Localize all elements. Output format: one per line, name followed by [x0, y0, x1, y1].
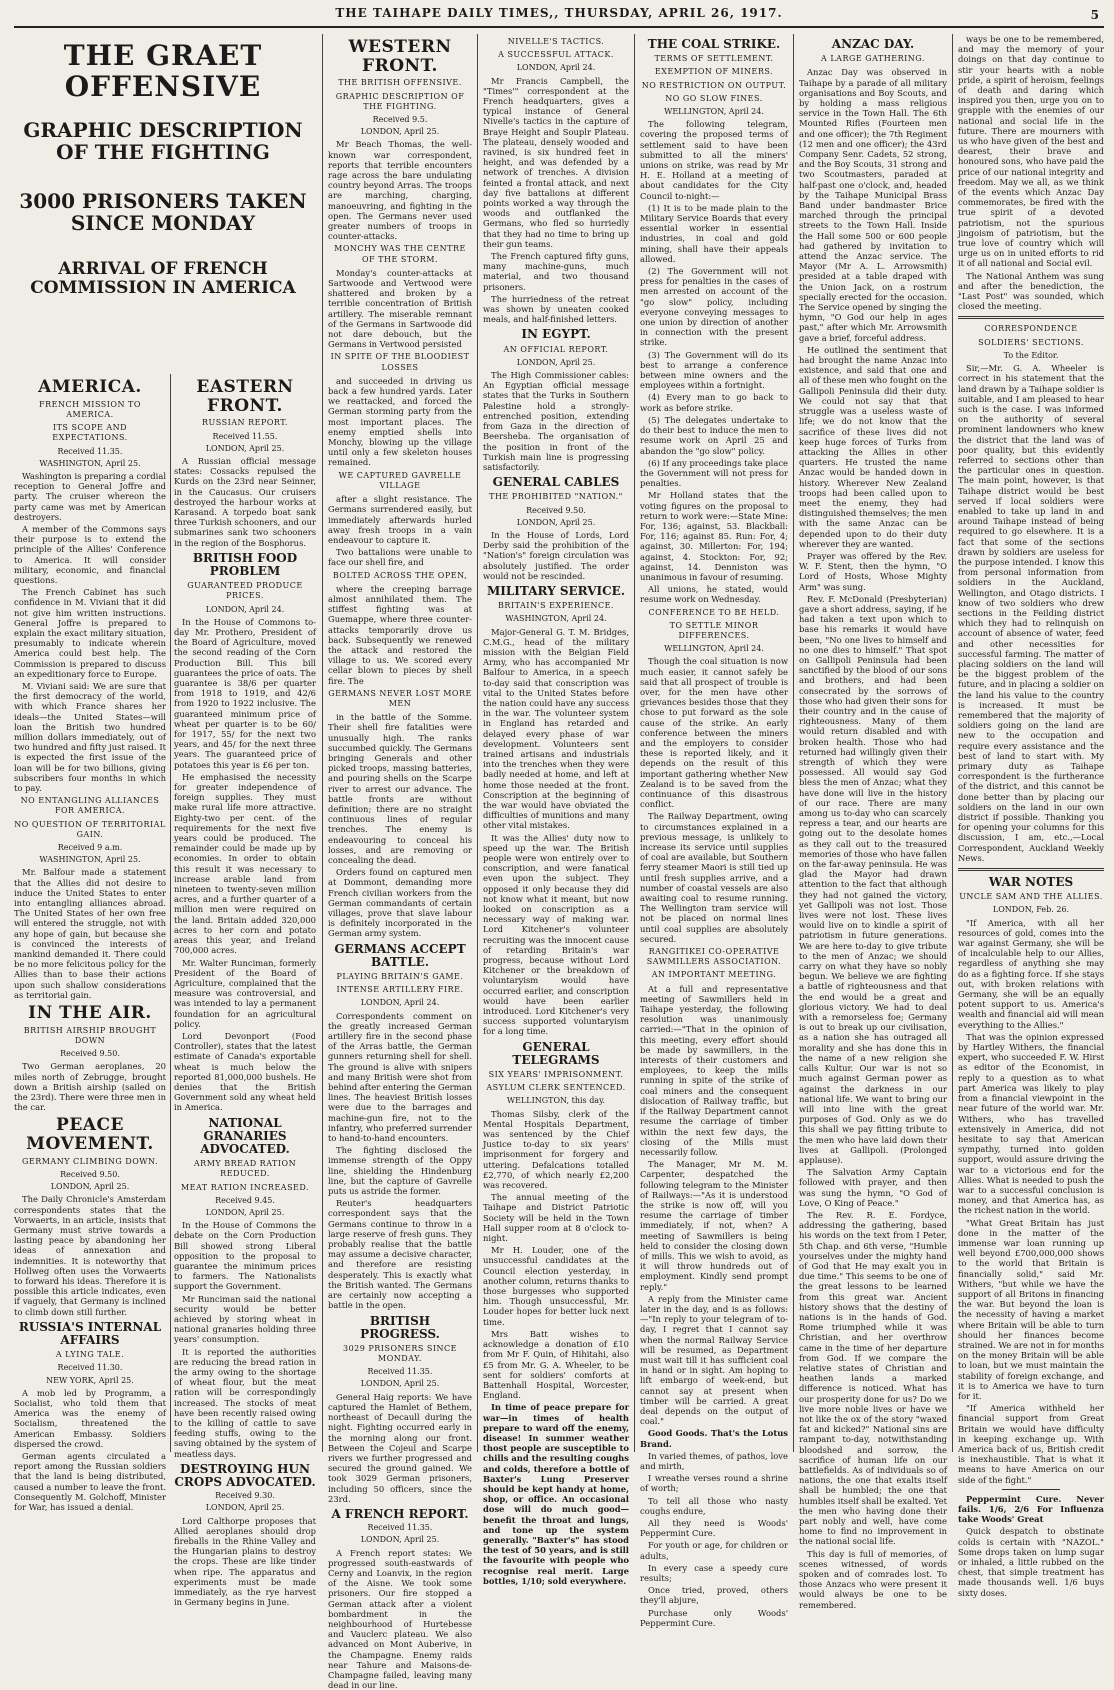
column-rule [952, 34, 953, 1452]
article-paragraph: Thomas Silsby, clerk of the Mental Hospitals Department, was sentenced by the Chief Justice to-day to six years' imprisonment for forgery and uttering. Defalcations totalled £2,770, of which nearly £2,200 was recovered. [483, 1108, 629, 1191]
received-line: Received 9.5. [372, 114, 428, 124]
column-rule [634, 34, 635, 1452]
article-heading: NATIONAL GRANARIES ADVOCATED. [200, 1115, 290, 1156]
article-heading: ANZAC DAY. [831, 37, 915, 51]
article-paragraph: He outlined the sentiment that had brought the name Anzac into existence, and said that one and all of these men who fought on the Gallipoli Peninsula did their duty. We could not say that that struggle was a useless waste of life; we do not know that the sacrifice of these lives did not keep huge forces of Turks from attacking the Allies in other quarters. He trusted the name Anzac would be handed down in history. Wherever New Zealand troops had been called upon to meet the enemy, they had distinguished themselves; the men with the same Anzac can be depended upon to do their duty wherever they are wanted. [799, 344, 947, 549]
dateline: LONDON, April 25. [516, 517, 596, 527]
dateline: LONDON, April 24. [360, 998, 440, 1008]
article-heading: BRITISH PROGRESS. [360, 1313, 440, 1341]
article-subheading: GERMANS NEVER LOST MORE MEN [328, 688, 472, 708]
article-heading: NIVELLE'S TACTICS. [507, 37, 605, 46]
article-heading: GENERAL CABLES [492, 475, 620, 490]
headline-deck-2: 3000 PRISONERS TAKEN SINCE MONDAY [19, 188, 307, 235]
dateline: LONDON, April 25. [360, 1535, 440, 1545]
article-paragraph: "If America withheld her financial support from Great Britain we would have difficulty in keeping exchange up. With America back of us, British credit is inexhaustible. That is what it means to have America on our side of the fight." [958, 1403, 1104, 1485]
article-subheading: AN OFFICIAL REPORT. [503, 344, 609, 354]
article-heading: A FRENCH REPORT. [331, 1506, 469, 1521]
article-subheading: GERMANY CLIMBING DOWN. [21, 1156, 159, 1166]
dateline: WELLINGTON, April 24. [664, 107, 764, 116]
article-heading: AMERICA. [38, 377, 142, 397]
article-heading: GENERAL TELEGRAMS [512, 1039, 600, 1067]
article-paragraph: Washington is preparing a cordial reception to General Joffre and party. The cruiser whereon the party came was met by American destroyers. [14, 470, 166, 522]
article-subheading: TO SETTLE MINOR DIFFERENCES. [669, 620, 759, 640]
article-paragraph: He emphasised the necessity for greater independence of foreign supplies. They must make rural life more attractive. Eighty-two per cent. of the requirements for the next five years could be produced. The remainder could be made up by economies. In order to obtain this result it was necessary to increase arable land from nineteen to twenty-seven million acres, and a further quarter of a million men were required on the land. Britain added 320,000 acres to her corn and potato areas this year, and Ireland 700,000 acres. [174, 771, 316, 956]
received-line: Received 11.55. [212, 431, 278, 441]
article-paragraph: The hurriedness of the retreat was shown by uneaten cooked meals, and half-finished letters. [483, 293, 629, 325]
article-subheading: TERMS OF SETTLEMENT. [654, 54, 774, 64]
verse-line: I wreathe verses round a shrine of worth; [640, 1473, 788, 1494]
article-paragraph: A Russian official message states: Cossacks repulsed the Kurds on the 23rd near Seinner, in the Caucasus. Our cruisers destroyed the harbour works at Karasand. A torpedo boat sank three Turkish schooners, and our submarines sank two schooners in the region of the Bosphorus. [174, 455, 316, 548]
article-paragraph: This day is full of memories, of scenes witnessed, of words spoken and of comrades lost. To those Anzacs who were present it would always be one to be remembered. [799, 1548, 947, 1610]
article-subheading: ARMY BREAD RATION REDUCED. [193, 1159, 297, 1179]
received-line: Received 11.30. [57, 1363, 123, 1373]
verse-line: Purchase only Woods' Peppermint Cure. [640, 1607, 788, 1628]
received-line: Received 9.30. [215, 1491, 275, 1501]
article-subheading: A LARGE GATHERING. [821, 54, 925, 64]
section-divider [1002, 1489, 1060, 1490]
article-paragraph: The High Commissioner cables: An Egyptian official message states that the Turks in Southern Palestine hold a strongly-entrenched position, extending from Gaza in the direction of Beersheba. The organisation of the position in front of the Turkish main line is progressing satisfactorily. [483, 370, 629, 472]
dateline: LONDON, April 24. [205, 604, 285, 614]
article-heading: IN EGYPT. [521, 327, 591, 342]
headline-deck-1: GRAPHIC DESCRIPTION OF THE FIGHTING [23, 117, 303, 165]
article-heading: RANGITIKEI CO-OPERATIVE SAWMILLERS ASSOCIATION. [646, 947, 782, 967]
article-heading: EASTERN FRONT. [196, 377, 294, 416]
article-subheading: AN IMPORTANT MEETING. [651, 970, 777, 980]
article-heading: CORRESPONDENCE [984, 324, 1078, 334]
article-paragraph: The Railway Department, owing to circumstances explained in a previous message, is unlikely to increase its service until supplies of coal are available, but Southern ferry steamer Maori is still tied up until fresh supplies arrive, and a number of coastal vessels are also awaiting coal to resume running. The Wellington tram service will not be placed on normal lines until coal supplies are absolutely secured. [640, 811, 788, 944]
article-paragraph: A reply from the Minister came later in the day, and is as follows:—"In reply to your telegram of to-day, I regret that I cannot say when the normal Railway Service will be resumed, as Department must wait till it has sufficient coal in hand or in sight. Am hoping to lift embargo of week-end, but cannot say at present when timber will be carried. A great deal depends on the output of coal." [640, 1293, 788, 1427]
article-heading: DESTROYING HUN CROPS ADVOCATED. [174, 1461, 316, 1489]
column-1 [14, 374, 166, 1513]
dateline: LONDON, April 25. [205, 1503, 285, 1513]
article-paragraph: The Manager, Mr M. M. Carpenter, despatched the following telegram to the Minister of Railways:—"As it is understood the strike is now off, will you resume the carriage of timber immediately, if not, when? A meeting of Sawmillers is being held to consider the closing down of mills. This we wish to avoid, as it will throw hundreds out of employment. Kindly send prompt reply." [640, 1159, 788, 1292]
column-4 [483, 34, 629, 1586]
dateline: WASHINGTON, April 25. [39, 855, 141, 865]
article-subheading: MONCHY WAS THE CENTRE OF THE STORM. [334, 244, 466, 264]
article-subheading: BRITISH AIRSHIP BROUGHT DOWN [23, 1025, 157, 1045]
article-paragraph: after a slight resistance. The Germans surrendered easily, but immediately afterwards hurled away fresh troops in a vain endeavour to capture it. [328, 494, 472, 545]
article-subheading: PLAYING BRITAIN'S GAME. [336, 972, 464, 981]
article-paragraph: ways be one to be remembered, and may the memory of your doings on that day continue to stir your hearts with a noble pride, a spirit of heroism, feelings of death and daring which inspired you then, urge you on to grapple with the enemies of our national and social life in the future. There are mourners with us who have given of the best and dearest, their brave and honoured sons, who have paid the price of our national integrity and freedom. May we all, as we think of the events which Anzac Day commemorates, be fired with the true spirit of a devoted patriotism, not the spurious jingoism of patriotism, but the true love of country which will urge us on in united efforts to rid it of all national and Social evil. [958, 34, 1104, 269]
column-rule [793, 34, 794, 1452]
received-line: Received 9.50. [60, 1049, 120, 1059]
received-line: Received 9.50. [526, 505, 586, 515]
article-paragraph: Though the coal situation is now much easier, it cannot safely be said that all prospect of trouble is over, for the men have other grievances besides those that they chose to put forward as the sole cause of the strike. An early conference between the miners and the employers to consider these is reported likely, and it depends on the result of this important gathering whether New Zealand is to be saved from the continuance of this disastrous conflict. [640, 656, 788, 810]
article-paragraph: A mob led by Programm, a Socialist, who told them that America was the enemy of Socialism, threatened the American Embassy. Soldiers dispersed the crowd. [14, 1387, 166, 1449]
salutation: To the Editor. [1003, 350, 1059, 360]
article-subheading: A LYING TALE. [55, 1350, 125, 1360]
article-paragraph: Lord Devonport (Food Controller), states that the latest estimate of Canada's exportable wheat is much below the reported 81,000,000 bushels. He denies that the British Government sold any wheat held in America. [174, 1030, 316, 1113]
article-subheading: A SUCCESSFUL ATTACK. [498, 50, 614, 60]
article-paragraph: (2) The Government will not press for penalties in the cases of men arrested on account of the "go slow" policy, including everyone conveying messages to one union by direction of another in connection with the present strike. [640, 266, 788, 348]
article-paragraph: In the House of Commons to-day Mr. Prothero, President of the Board of Agriculture, moved the second reading of the Corn Production Bill. This bill guarantees the price of oats. The guarantee is 38/6 per quarter from 1918 to 1919, and 42/6 from 1920 to 1922 inclusive. The guaranteed minimum price of wheat per quarter is to be 60/ for 1917, 55/ for the next two years, and 45/ for the next three years. The guaranteed price of potatoes this year is £6 per ton. [174, 616, 316, 770]
article-paragraph: The Salvation Army Captain followed with prayer, and then was sung the hymn, "O God of Love, O King of Peace." [799, 1167, 947, 1208]
article-subheading: GRAPHIC DESCRIPTION OF THE FIGHTING. [335, 91, 465, 111]
advertisement: Peppermint Cure. Never fails. 1/6, 2/6 For Influenza take Woods' Great [958, 1493, 1104, 1525]
masthead-title: THE TAIHAPE DAILY TIMES,, THURSDAY, APRIL 26, 1917. [335, 6, 783, 20]
article-paragraph: Monday's counter-attacks at Sartwoode and Vertwood were shattered and broken by a terrible concentration of British artillery. The miserable remnant of the Germans in Sartwoode did not dare debouch, but the Germans in Vertwood persisted [328, 267, 472, 350]
article-heading: IN THE AIR. [28, 1003, 152, 1024]
article-paragraph: in the battle of the Somme. Their shell fire fatalities were unusually high. The ranks succumbed quickly. The Germans bringing Generals and other picked troops, massing batteries, and pouring shells on the Scarpe river to arrest our advance. The battle fronts are without definition; there are no straight continuous lines of regular trenches. The enemy is endeavouring to conceal his losses, and are removing or concealing the dead. [328, 712, 472, 865]
verse-line: To tell all those who nasty coughs endure, [640, 1495, 788, 1516]
received-line: Received 9.45. [215, 1195, 275, 1205]
article-paragraph: Mr. Balfour made a statement that the Allies did not desire to induce the United States to enter into entangling alliances abroad. The United States of her own free will entered the struggle, not with any hope of gain, but because she is convinced the interests of mankind demanded it. There could be no more felicitous policy for the Allies than to base their actions upon such shallow considerations as territorial gain. [14, 867, 166, 1000]
advertisement: Good Goods. That's the Lotus Brand. [640, 1428, 788, 1449]
main-headline: THE GRAET OFFENSIVE [63, 39, 263, 104]
article-paragraph: Rev. F. McDonald (Presbyterian) gave a short address, saying, if he had taken a text upon which to base his remarks it would have been, "No one lives to himself and no one dies to himself." That spot on Gallipoli Peninsula had been sanctified by the blood of our sons and brothers, and had been consecrated by the sorrows of those who had given their sons for their country and in the cause of righteousness. Many of them would return disabled and with broken health. Those who had returned had willingly given their strength of which they were possessed. All would say God bless the men of Anzac; what they have done will live in the history of our race. There are many among us to-day who can scarcely repress a tear, and our hearts are going out to the desolate homes as they call out to the treasured memories of those who have fallen on the far-away peninsula. He was glad the Mayor had drawn attention to the fact that although they had not gained the victory, yet Gallipoli was not lost. Those lives were not lost. These lives would live on to kindle a spirit of patriotism in future generations. We are here to-day to give tribute to the men of Anzac; we should carry on what they have so nobly begun. We believe we are fighting a battle of righteousness and that the end would be a great and glorious victory. We had to deal with a remorseless foe; Germany is out to break up our civilisation, as a nation she has outraged all morality and she has done this in the name of a new religion she calls Kultur. Our war is not so much against German power as against the darkness in our national life. We want to bring our will into line with the great purposes of God. Only as we do this shall we pay fitting tribute to the men who have laid down their lives at Gallipoli. (Prolonged applause). [799, 593, 947, 1165]
article-paragraph: The following telegram, covering the proposed terms of settlement said to have been submitted to all the miners' unions on strike, was read by Mr H. E. Holland at a meeting of about candidates for the City Council to-night:— [640, 119, 788, 201]
article-paragraph: Quick despatch to obstinate colds is certain with "NAZOL." Some drops taken on lump sugar or inhaled, a little rubbed on the chest, that simple treatment has made thousands well. 1/6 buys sixty doses. [958, 1526, 1104, 1598]
advertisement: In time of peace prepare for war—in times of health prepare to ward off the enemy, disease! In summer weather thost people are susceptible to chills and the resulting coughs and colds, therefore a bottle of Baxter's Lung Preserver should be kept handy at home, shop, or office. An occasional dose will do much good—benefit the throat and lungs, and tone up the system generally. "Baxter's" has stood the test of 50 years, and is still the favourite with people who recognise real merit. Large bottles, 1/10; sold everywhere. [483, 1402, 629, 1586]
dateline: WELLINGTON, April 24. [664, 644, 764, 654]
verse-line: For youth or age, for children or adults, [640, 1540, 788, 1561]
article-heading: RUSSIA'S INTERNAL AFFAIRS [18, 1319, 162, 1347]
article-paragraph: General Haig reports: We have captured the Hamlet of Bethem, northeast of Decaull during the night. Fighting occurred early in the morning along our front. Between the Cojeul and Scarpe rivers we further progressed and secured the ground gained. We took 3029 German prisoners, including 50 officers, since the 23rd. [328, 1391, 472, 1504]
headline-deck-3: ARRIVAL OF FRENCH COMMISSION IN AMERICA [30, 259, 296, 299]
article-heading: CONFERENCE TO BE HELD. [648, 607, 780, 617]
article-subheading: THE PROHIBITED "NATION." [489, 492, 623, 502]
article-paragraph: All unions, he stated, would resume work on Wednesday. [640, 584, 788, 605]
splash-headline [14, 34, 312, 364]
article-subheading: FRENCH MISSION TO AMERICA. [39, 399, 141, 419]
article-paragraph: Sir,—Mr. G. A. Wheeler is correct in his statement that the land drawn by a Taihape soldier is suitable, and I am pleased to hear such is the case. I was informed on the authority of several prominent landowners who knew the district that the land was of poor quality, but this evidently referred to sections other than the particular ones in question. The main point, however, is that Taihape district would be best served if local soldiers were enabled to take up land in and around Taihape instead of being required to go elsewhere. It is a fact that some of the sections drawn by soldiers are useless for the purpose intended. I know this from personal information from soldiers in the Auckland, Wellington, and Otago districts. I know of two soldiers who drew sections in the Feilding district which they had to relinquish on account of absence of water, feed and other necessities for successful farming. The matter of placing soldiers on the land will be the biggest problem of the future, and in placing a soldier on the land his value to the country is increased. It must be remembered that the majority of soldiers going on the land are new to the occupation and require every assistance and the best of land to start with. My primary duty as Taihape correspondent is the furtherance of the district, and this cannot be done better than by placing our soldiers on the land in our own district if possible. Thanking you for opening your columns for this discussion, I am, etc.,—Local Correspondent, Auckland Weekly News. [958, 363, 1104, 863]
article-paragraph: It is reported the authorities are reducing the bread ration in the army owing to the shortage of wheat flour, but the meat ration will be correspondingly increased. The stocks of meat have been recently raised owing to the killing of cattle to save feeding stuffs, owing to the saving obtained by the system of meatless days. [174, 1346, 316, 1459]
dateline: LONDON, April 25. [205, 443, 285, 453]
article-paragraph: "What Great Britain has just done in the matter of the immense war loan running up well beyond £700,000,000 shows to the world that Britain is financially solid," said Mr. Withers, "but while we have the support of all Britons in financing the war. But beyond the loan is the necessity of having a market where Britain will be able to turn should her finances become strained. We are not in for months on the money Britain will be able to loan, but we must maintain the stability of foreign exchange, and it is to America we have to turn for it. [958, 1217, 1104, 1401]
article-heading: PEACE MOVEMENT. [26, 1115, 154, 1155]
received-line: Received 11.35. [367, 1523, 433, 1533]
article-paragraph: A member of the Commons says their purpose is to extend the principle of the Allies' Conference to America. It will consider military, economic, and financial questions. [14, 523, 166, 585]
verse-line: In every case a speedy cure results; [640, 1562, 788, 1584]
column-rule [170, 374, 171, 1452]
article-paragraph: Major-General G. T. M. Bridges, C.M.G., head of the military mission with the Belgian Field Army, who has accompanied Mr Balfour to America, in a speech to-day said that conscription was vital to the United States before the nation could have any success in the war. The volunteer system in England has retarded and delayed every phase of war development. Volunteers sent trained artisans and industrials into the trenches when they were badly needed at home, and left at home those needed at the front. Conscription at the beginning of the war would have obviated the difficulties of munitions and many other vital mistakes. [483, 626, 629, 831]
article-paragraph: Mrs Batt wishes to acknowledge a donation of £10 from Mr F. Quin, of Hihitahi, also £5 from Mr. G. A. Wheeler, to be sent for soldiers' comforts at Battenhall Hospital, Worcester, England. [483, 1328, 629, 1401]
article-heading: GERMANS ACCEPT BATTLE. [334, 941, 466, 969]
column-rule [477, 34, 478, 1452]
article-subheading: NO GO SLOW FINES. [665, 93, 763, 103]
section-divider [958, 868, 1104, 871]
article-paragraph: The Rev. R. E. Fordyce, addressing the gathering, based his words on the text from I Peter, 5th Chap. and 6th verse, "Humble yourselves under the mighty hand of God that He may exalt you in due time." This seems to be one of the great lessons to be learned from this great war. Ancient history shows that the destiny of nations is in the hands of God. Rome triumphed while it was Christian, and her overthrow came in the time of her departure from God. If we compare the relative states of Christian and heathen lands a marked difference is noticed. What has our prosperity done for us? Do we live more noble lives or have we not like the ox of the story "waxed fat and kicked?" National sins are rampant to-day, notwithstanding bloodshed and sorrow, the sacrifice of human life on our battlefields. As of individuals so of nations, the one that exalts itself shall be humbled; the one that humbles itself shall be exalted. Yet the men who having done their part nobly and well, have come home to find no improvement in the national social life. [799, 1209, 947, 1547]
article-heading: THE COAL STRIKE. [647, 37, 781, 51]
article-subheading: RUSSIAN REPORT. [202, 418, 288, 428]
dateline: LONDON, April 24. [516, 63, 596, 73]
article-paragraph: The National Anthem was sung and after the benediction, the "Last Post" was sounded, which closed the meeting. [958, 270, 1104, 312]
article-paragraph: Prayer was offered by the Rev. W. F. Stent, then the hymn, "O Lord of Hosts, Whose Mighty Arm" was sung. [799, 550, 947, 592]
article-paragraph: and succeeded in driving us back a few hundred yards. Later we reattacked, and forced the German storming party from the most important places. The enemy emptied shells into Monchy, blowing up the village until only a few skeleton houses remained. [328, 375, 472, 468]
article-paragraph: where the creeping barrage almost annihilated them. The stiffest fighting was at Guemappe, where three counter-attacks temporarily drove us back. Subsequently we renewed the attack and restored the village to us. We scored every cellar blown to pieces by shell fire. The [328, 583, 472, 686]
article-paragraph: Anzac Day was observed in Taihape by a parade of all military organisations and Boy Scouts, and by holding a mass religious service in the Town Hall. The 6th Mounted Rifles (Fourteen men and one officer); the 7th Regiment (12 men and one officer); the 43rd Company Senr. Cadets, 52 strong, and the Boy Scouts, 31 strong and two Scoutmasters, paraded at half-past one o'clock, and, headed by the Taihape Municipal Brass Band under bandmaster Brice marched through the principal streets to the Town Hall. Inside the Hall some 500 or 600 people had gathered by invitation to attend the Anzac service. The Mayor (Mr A. L. Arrowsmith) presided at a table draped with the Union Jack, on a rostrum specially erected for the occasion. The Service opened by singing the hymn, "O God our help in ages past," after which Mr. Arrowsmith gave a brief, forceful address. [799, 67, 947, 343]
received-line: Received 9 a.m. [57, 843, 123, 853]
article-subheading: NO RESTRICTION ON OUTPUT. [641, 80, 787, 90]
article-subheading: MEAT RATION INCREASED. [180, 1182, 310, 1192]
article-paragraph: Mr Runciman said the national security would be better achieved by storing wheat in national granaries holding three years' consumption. [174, 1293, 316, 1345]
dateline: NEW YORK, April 25. [46, 1375, 134, 1385]
article-paragraph: M. Viviani said: We are sure that the first democracy of the world, with which France shares her ideals—the United States—will loan the British two hundred million dollars immediately, out of two hundred and fifty just raised. It is expected the first issue of the loan will be for two billions, giving subscribers four months in which to pay. [14, 680, 166, 793]
article-paragraph: Mr Holland states that the voting figures on the proposal to return to work were:—State Mine: For, 136; against, 53. Blackball: For, 116; against 85. Run: For, 4; against, 30. Millerton: For, 194; against, 4. Stockton: For, 92; against, 14. Denniston was unanimous in favour of resuming. [640, 490, 788, 582]
article-paragraph: That was the opinion expressed by Hartley Withers, the financial expert, who succeeded F. W. Hirst as editor of the Economist, in reply to a question as to what part America was likely to play from a financial viewpoint in the near future of the world war. Mr. Withers, who has travelled extensively in America, did not hesitate to say that American sympathy, turned into golden support, would assure driving the war to a victorious end for the Allies. What is needed to push the war to a successful conclusion is money, and that America has, as the richest nation in the world. [958, 1031, 1104, 1216]
dateline: LONDON, April 25. [516, 357, 596, 367]
article-subheading: INTENSE ARTILLERY FIRE. [336, 985, 464, 995]
article-subheading: IN SPITE OF THE BLOODIEST LOSSES [330, 352, 470, 372]
article-paragraph: Orders found on captured men at Dommont, demanding more French civilian workers from the German commandants of certain villages, prove that slave labour is definitely incorporated in the German army system. [328, 867, 472, 939]
article-subheading: NO QUESTION OF TERRITORIAL GAIN. [14, 819, 166, 839]
column-3 [328, 34, 473, 1690]
article-paragraph: Mr H. Louder, one of the unsuccessful candidates at the Council election yesterday, in another column, returns thanks to those burgesses who supported him. Though unsuccessful, Mr. Louder hopes for better luck next time. [483, 1245, 629, 1327]
column-5 [640, 34, 788, 1628]
masthead [14, 6, 1104, 28]
article-paragraph: In the House of Lords, Lord Derby said the prohibition of the "Nation's" foreign circulation was absolutely justified. The order would not be rescinded. [483, 529, 629, 581]
article-subheading: THE BRITISH OFFENSIVE. [338, 78, 462, 88]
verse-line: In varied themes, of pathos, love and mirth, [640, 1450, 788, 1471]
article-paragraph: (5) The delegates undertake to do their best to induce the men to resume work on April 25 and abandon the "go slow" policy. [640, 414, 788, 456]
article-paragraph: At a full and representative meeting of Sawmillers held in Taihape yesterday, the following resolution was unanimously carried:—"That in the opinion of this meeting, every effort should be made by sawmillers, in the interests of their customers and employees, to keep the mills running in spite of the strike of coal miners and the consequent dislocation of Railway traffic, but if the Railway Department cannot resume the carriage of timber within the next few days, the closing of the Mills must necessarily follow. [640, 983, 788, 1157]
article-heading: WAR NOTES [988, 875, 1074, 890]
verse-line: All they need is Woods' Peppermint Cure. [640, 1518, 788, 1539]
dateline: WASHINGTON, April 25. [39, 458, 141, 468]
article-paragraph: The annual meeting of the Taihape and District Patriotic Society will be held in the Town Hall supper room at 8 o'clock to-night. [483, 1192, 629, 1244]
article-subheading: GUARANTEED PRODUCE PRICES. [187, 581, 303, 601]
article-subheading: BRITAIN'S EXPERIENCE. [498, 601, 614, 611]
article-paragraph: (6) If any proceedings take place the Government will not press for penalties. [640, 457, 788, 489]
verse-line: Once tried, proved, others they'll abjure, [640, 1585, 788, 1606]
received-line: Received 11.35. [57, 446, 123, 456]
article-paragraph: Mr. Walter Runciman, formerly President of the Board of Agriculture, complained that the measure was controversial, and was intended to lay a permanent foundation for an agricultural policy. [174, 957, 316, 1029]
article-subheading: NO ENTANGLING ALLIANCES FOR AMERICA. [20, 796, 160, 816]
dateline: LONDON, April 25. [360, 1379, 440, 1389]
received-line: Received 11.35. [367, 1367, 433, 1377]
article-subheading: SOLDIERS' SECTIONS. [978, 337, 1084, 347]
article-subheading: WE CAPTURED GAVRELLE VILLAGE [338, 470, 462, 490]
article-paragraph: (4) Every man to go back to work as before strike. [640, 392, 788, 413]
article-heading: BRITISH FOOD PROBLEM [192, 550, 298, 578]
received-line: Received 9.50. [60, 1169, 120, 1179]
article-paragraph: It was the Allies' duty now to speed up the war. The British people were won entirely over to conscription, and were fanatical even upon the subject. They opposed it only because they did not know what it meant, but now looked on conscription as a necessary way of making war. Lord Kitchener's volunteer recruiting was the innocent cause of retarding Britain's war progress, because without Lord Kitchener or the breakdown of voluntaryism would have occurred earlier, and conscription would have been earlier introduced. Lord Kitchener's very success supported voluntaryism for a long time. [483, 832, 629, 1037]
article-subheading: 3029 PRISONERS SINCE MONDAY. [343, 1343, 457, 1364]
article-paragraph: (3) The Government will do its best to arrange a conference between mine owners and the employees within a fortnight. [640, 349, 788, 391]
dateline: LONDON, Feb. 26. [992, 905, 1070, 915]
article-subheading: EXEMPTION OF MINERS. [654, 67, 774, 77]
article-paragraph: The French Cabinet has such confidence in M. Viviani that it did not give him written instructions. General Joffre is prepared to explain the exact military situation, presumably to indicate wherein America could best help. The Commission is prepared to discuss an expeditionary force to Europe. [14, 587, 166, 679]
column-6 [799, 34, 947, 1610]
dateline: WASHINGTON, April 24. [505, 614, 607, 624]
article-subheading: ITS SCOPE AND EXPECTATIONS. [52, 423, 128, 443]
section-divider [958, 316, 1104, 319]
article-paragraph: The fighting disclosed the immense strength of the Oppy line, shielding the Hindenburg line, but the capture of Gavrelle puts us astride the former. [328, 1145, 472, 1197]
article-subheading: UNCLE SAM AND THE ALLIES. [959, 892, 1103, 902]
article-subheading: ASYLUM CLERK SENTENCED. [486, 1083, 626, 1093]
column-2 [174, 374, 316, 1608]
article-paragraph: The Daily Chronicle's Amsterdam correspondents states that the Vorwaerts, in an article, insists that Germany must strive towards a lasting peace by abandoning her ideas of annexation and indemnities. It is noteworthy that Hollweg often uses the Vorwaerts to forward his ideas. Therefore it is possible this article indicates, even if vaguely, that Germany is inclined to climb down still further. [14, 1194, 166, 1317]
dateline: LONDON, April 25. [50, 1182, 130, 1192]
article-paragraph: Mr Beach Thomas, the well-known war correspondent, reports that terrible encounters rage across the bare undulating country beyond Arras. The troops are marching, charging, manoeuvring, and fighting in the open. The Germans never used greater numbers of troops in counter-attacks. [328, 139, 472, 242]
column-7 [958, 34, 1104, 1598]
page-number: 5 [1090, 8, 1100, 22]
article-heading: MILITARY SERVICE. [486, 583, 626, 598]
article-paragraph: (1) It is to be made plain to the Military Service Boards that every essential worker in essential industries, in coal and gold mining, shall have their appeals allowed. [640, 202, 788, 264]
dateline: WELLINGTON, this day. [506, 1096, 606, 1106]
column-rule [322, 34, 323, 1452]
article-subheading: SIX YEARS' IMPRISONMENT. [488, 1070, 624, 1080]
dateline: LONDON, April 25. [205, 1207, 285, 1217]
article-paragraph: A French report states: We progressed south-eastwards of Cerny and Loanvix, in the region of the Aisne. We took some prisoners. Our fire stopped a German attack after a violent bombardment in the neighbourhood of Hurtebesse and Vauclerc plateau. We also advanced on Mont Auberive, in the Champagne. Enemy raids near Tahure and Maisons-de-Champagne failed, leaving many dead in our line. [328, 1547, 472, 1690]
article-paragraph: Two German aeroplanes, 20 miles north of Zebrugge, brought down a British airship (sailed on the 23rd). There were three men in the car. [14, 1061, 166, 1113]
article-subheading: BOLTED ACROSS THE OPEN, [332, 570, 468, 580]
article-paragraph: Reuter's headquarters correspondent says that the Germans continue to throw in a large reserve of fresh guns. They probably realise that the battle may assume a decisive character, and therefore are resisting desperately. This is exactly what the British wanted. The Germans are certainly now accepting a battle in the open. [328, 1198, 472, 1311]
article-paragraph: German agents circulated a report among the Russian soldiers that the land is being distributed, caused a number to leave the front. Consequently M. Golchoff, Minister for War, has issued a denial. [14, 1451, 166, 1513]
article-paragraph: In the House of Commons the debate on the Corn Production Bill showed strong Liberal opposition to the proposal to guarantee the minimum prices to farmers. The Nationalists support the Government. [174, 1220, 316, 1292]
article-paragraph: Correspondents comment on the greatly increased German artillery fire in the second phase of the Arras battle, the German gunners returning shell for shell. The ground is alive with snipers and many British were shot from behind after entering the German lines. The heaviest British losses were due to the barrages and machine-gun fire, not to the infantry, who preferred surrender to hand-to-hand encounters. [328, 1010, 473, 1144]
article-paragraph: "If America, with all her resources of gold, comes into the war against Germany, she will be of incalculable help to our Allies, regardless of anything she may do as a fighting force. If she stays out, with broken relations with Germany, she will be an equally potent support to us. America's wealth and financial aid will mean everything to the Allies." [958, 917, 1104, 1030]
dateline: LONDON, April 25. [360, 127, 440, 137]
article-paragraph: Lord Calthorpe proposes that Allied aeroplanes should drop fireballs in the Rhine Valley and the Hungarian plains to destroy the crops. These are like tinder when ripe. The apparatus and experiments must be made immediately, as the rye harvest in Germany begins in June. [174, 1515, 316, 1608]
article-heading: WESTERN FRONT. [348, 37, 452, 76]
article-paragraph: Mr Francis Campbell, the "Times'" correspondent at the French headquarters, gives a typical instance of General Nivelle's tactics in the capture of Braye Height and Souplr Plateau. The plateau, densely wooded and ravined, is six hundred feet in height, and was defended by a network of trenches. A division feinted a frontal attack, and next day five battalions at different points worked a way through the woods and outflanked the Germans, who fled so hurriedly that they had no time to bring up their gun teams. [483, 75, 629, 249]
article-paragraph: The French captured fifty guns, many machine-guns, much material, and two thousand prisoners. [483, 251, 629, 292]
article-paragraph: Two battalions were unable to face our shell fire, and [328, 547, 472, 568]
